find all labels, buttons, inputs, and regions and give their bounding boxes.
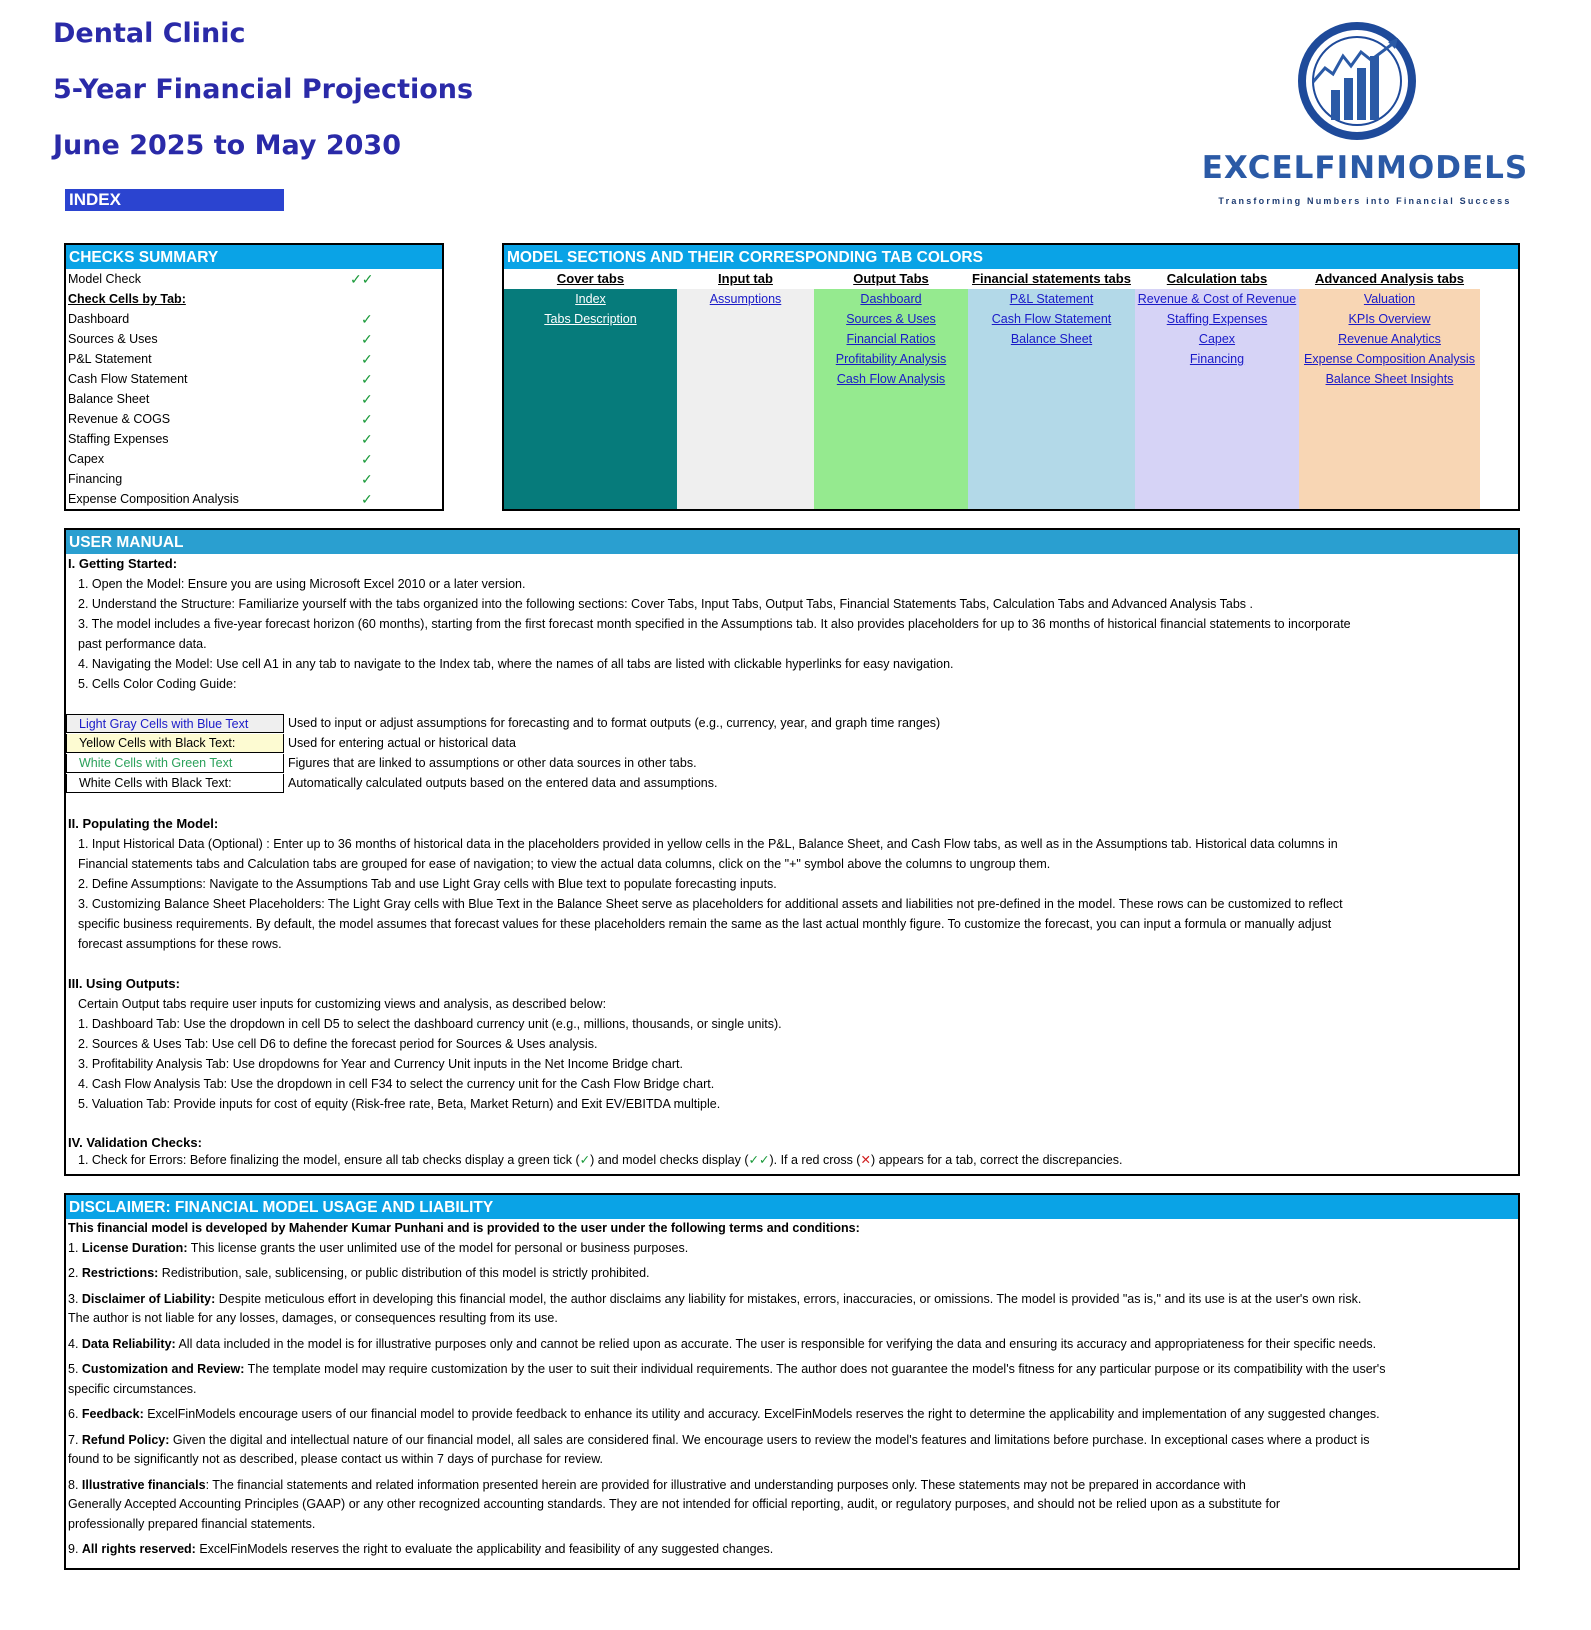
legend-cell: Light Gray Cells with Blue Text (66, 714, 284, 733)
getting-started-title: I. Getting Started: (68, 556, 178, 571)
tab-link[interactable]: Assumptions (709, 292, 782, 306)
item-term: Illustrative financials (81, 1477, 206, 1492)
check-tick-icon: ✓ (361, 311, 373, 327)
disclaimer-item (66, 1405, 1518, 1425)
manual-line: 1. Input Historical Data (Optional) : Enter up to 36 months of historical data in the placeholders provided in yellow cells in the P&L, Balance Sheet, and Cash Flow tabs, as well as in the Assumptions tab. Historical data columns in (78, 837, 1338, 851)
logo-emblem-icon (1195, 20, 1535, 150)
check-tick-icon: ✓ (361, 491, 373, 507)
tab-link[interactable]: P&L Statement (1009, 292, 1094, 306)
tab-link[interactable]: Profitability Analysis (835, 352, 947, 366)
legend-row (66, 714, 1518, 734)
item-text: All data included in the model is for illustrative purposes only and cannot be relied upon as accurate. The user is responsible for verifying the data and ensuring its accuracy and appropriateness for their specific needs. (175, 1336, 1377, 1351)
red-cross-icon: ✕ (860, 1153, 871, 1167)
item-term: Restrictions: (81, 1266, 159, 1280)
manual-line: 4. Cash Flow Analysis Tab: Use the dropdown in cell F34 to select the currency unit for the Cash Flow Bridge chart. (78, 1077, 715, 1091)
check-label: Cash Flow Statement (68, 372, 188, 386)
tab-link[interactable]: Cash Flow Statement (991, 312, 1112, 326)
manual-line: 1. Open the Model: Ensure you are using Microsoft Excel 2010 or a later version. (78, 577, 526, 591)
populating-list (66, 834, 1518, 954)
check-label: Staffing Expenses (68, 432, 169, 446)
check-row (66, 369, 442, 389)
manual-line: 2. Understand the Structure: Familiarize yourself with the tabs organized into the following sections: Cover Tabs, Input Tabs, Output Tabs, Financial Statements Tabs, Calculation Tabs and Advanced Analysis Tabs . (78, 597, 1253, 611)
check-row (66, 449, 442, 469)
disclaimer-header: DISCLAIMER: FINANCIAL MODEL USAGE AND LIABILITY (66, 1195, 1518, 1219)
disclaimer-item (66, 1264, 1518, 1284)
model-check-row (66, 269, 442, 289)
disclaimer-item (66, 1476, 1518, 1496)
item-text: The template model may require customization by the user to suit their individual requirements. The author does not guarantee the model's fitness for any particular purpose or its compatibility with the user's (244, 1362, 1386, 1376)
legend-row (66, 734, 1518, 754)
legend-description: Automatically calculated outputs based on the entered data and assumptions. (288, 776, 718, 790)
item-number: 2. (68, 1266, 82, 1280)
check-tick-icon: ✓ (361, 471, 373, 487)
legend-cell: Yellow Cells with Black Text: (66, 734, 284, 753)
check-row (66, 389, 442, 409)
tab-link[interactable]: Revenue Analytics (1338, 332, 1441, 346)
manual-line: forecast assumptions for these rows. (78, 937, 282, 951)
tab-link[interactable]: Staffing Expenses (1166, 312, 1268, 326)
user-manual-panel (64, 528, 1520, 1176)
item-number: 9. (68, 1542, 82, 1556)
check-tick-icon: ✓ (361, 411, 373, 427)
logo-name: EXCELFINMODELS (1201, 150, 1529, 186)
check-row (66, 469, 442, 489)
check-label: Financing (68, 472, 123, 486)
model-title: Dental Clinic (53, 18, 246, 49)
tab-link[interactable]: Index (575, 292, 606, 306)
model-subtitle: 5-Year Financial Projections (53, 74, 474, 105)
check-row (66, 329, 442, 349)
manual-line: Certain Output tabs require user inputs for customizing views and analysis, as described below: (78, 997, 607, 1011)
tab-link[interactable]: Cash Flow Analysis (836, 372, 946, 386)
item-term: License Duration: (81, 1240, 188, 1255)
tab-link[interactable]: Expense Composition Analysis (1304, 352, 1475, 366)
item-text: Despite meticulous effort in developing this financial model, the author disclaims any liability for mistakes, errors, inaccuracies, or omissions. The model is provided "as is," and its use is at the user's own risk. (215, 1291, 1362, 1306)
manual-line: 4. Navigating the Model: Use cell A1 in any tab to navigate to the Index tab, where the names of all tabs are listed with clickable hyperlinks for easy navigation. (78, 657, 954, 671)
section-columns (504, 269, 1518, 509)
legend-row (66, 754, 1518, 774)
check-row (66, 309, 442, 329)
manual-line: 3. Customizing Balance Sheet Placeholders: The Light Gray cells with Blue Text in the Balance Sheet serve as placeholders for additional assets and liabilities not pre-defined in the model. These rows can be customized to reflect (78, 897, 1343, 911)
legend-description: Used for entering actual or historical data (288, 736, 516, 750)
item-text: Given the digital and intellectual nature of our financial model, all sales are considered final. We encourage users to review the model's features and limitations before purchase. In exceptional cases where a product is (169, 1432, 1370, 1447)
item-text: : The financial statements and related information presented herein are provided for illustrative and understanding purposes only. These statements may not be prepared in accordance with (205, 1477, 1246, 1492)
model-sections-header: MODEL SECTIONS AND THEIR CORRESPONDING TAB COLORS (504, 245, 1518, 269)
check-row (66, 489, 442, 509)
section-column-title: Financial statements tabs (968, 269, 1135, 289)
double-tick-icon: ✓✓ (748, 1153, 770, 1167)
tab-link[interactable]: Financial Ratios (846, 332, 936, 346)
legend-cell: White Cells with Green Text (66, 754, 284, 773)
item-continuation: specific circumstances. (68, 1381, 197, 1396)
item-number: 3. (68, 1291, 82, 1306)
tab-link[interactable]: Revenue & Cost of Revenue (1137, 292, 1297, 306)
item-continuation: professionally prepared financial statements. (68, 1516, 316, 1531)
section-column (814, 269, 968, 509)
item-text: Redistribution, sale, sublicensing, or public distribution of this model is strictly prohibited. (158, 1266, 650, 1280)
disclaimer-item (66, 1290, 1518, 1310)
item-term: Data Reliability: (81, 1336, 176, 1351)
disclaimer-item (66, 1540, 1518, 1560)
check-label: Balance Sheet (68, 392, 150, 406)
legend-description: Used to input or adjust assumptions for forecasting and to format outputs (e.g., currency, year, and graph time ranges) (288, 716, 941, 730)
check-label: P&L Statement (68, 352, 152, 366)
section-column (677, 269, 814, 509)
index-label: INDEX (65, 189, 284, 211)
check-tick-icon: ✓ (361, 431, 373, 447)
using-outputs-list (66, 994, 1518, 1114)
excelfinmodels-logo (1195, 20, 1535, 210)
check-row (66, 429, 442, 449)
legend-description: Figures that are linked to assumptions or other data sources in other tabs. (288, 756, 697, 770)
item-number: 1. (68, 1240, 82, 1255)
section-column-title: Advanced Analysis tabs (1299, 269, 1480, 289)
check-label: Capex (68, 452, 105, 466)
legend-cell: White Cells with Black Text: (66, 774, 284, 793)
section-column (1299, 269, 1480, 509)
check-label: Revenue & COGS (68, 412, 171, 426)
disclaimer-item (66, 1335, 1518, 1355)
user-manual-header: USER MANUAL (66, 530, 1518, 554)
check-tick-icon: ✓ (361, 351, 373, 367)
validation-line: 1. Check for Errors: Before finalizing the model, ensure all tab checks display a green tick (✓) and model checks display (✓✓). If a red cross (✕) appears for a tab, correct the discrepancies. (78, 1153, 1123, 1167)
section-column-title: Calculation tabs (1135, 269, 1299, 289)
checks-summary-header: CHECKS SUMMARY (66, 245, 442, 269)
item-term: Disclaimer of Liability: (81, 1291, 216, 1306)
disclaimer-items (66, 1239, 1518, 1560)
validation-title: IV. Validation Checks: (68, 1135, 202, 1150)
item-term: Feedback: (81, 1407, 144, 1421)
tab-link[interactable]: Dashboard (860, 292, 922, 306)
double-check-icon: ✓✓ (350, 271, 374, 287)
tab-link[interactable]: KPIs Overview (1348, 312, 1431, 326)
manual-line: 3. Profitability Analysis Tab: Use dropdowns for Year and Currency Unit inputs in the Net Income Bridge chart. (78, 1057, 683, 1071)
tab-link[interactable]: Financing (1189, 352, 1245, 366)
tab-link[interactable]: Balance Sheet Insights (1325, 372, 1454, 386)
section-column (504, 269, 677, 509)
tab-link[interactable]: Capex (1198, 332, 1236, 346)
check-row (66, 409, 442, 429)
check-label: Sources & Uses (68, 332, 158, 346)
disclaimer-item (66, 1239, 1518, 1259)
getting-started-list (66, 574, 1518, 694)
section-column-title: Input tab (677, 269, 814, 289)
manual-line: specific business requirements. By default, the model assumes that forecast values for these placeholders remain the same as the last actual monthly figure. To customize the forecast, you can input a formula or manually adjust (78, 917, 1332, 931)
item-number: 6. (68, 1407, 82, 1421)
manual-line: Financial statements tabs and Calculation tabs are grouped for ease of navigation; to view the actual data columns, click on the "+" symbol above the columns to ungroup them. (78, 857, 1051, 871)
model-check-label: Model Check (68, 272, 141, 286)
check-tick-icon: ✓ (361, 331, 373, 347)
color-coding-legend (66, 714, 1518, 794)
disclaimer-item (66, 1431, 1518, 1451)
manual-line: 3. The model includes a five-year forecast horizon (60 months), starting from the first forecast month specified in the Assumptions tab. It also provides placeholders for up to 36 months of historical financial statements to incorporate (78, 617, 1351, 631)
disclaimer-intro: This financial model is developed by Mahender Kumar Punhani and is provided to the user under the following terms and conditions: (68, 1221, 860, 1235)
check-by-tab-label: Check Cells by Tab: (68, 292, 186, 306)
logo-tagline: Transforming Numbers into Financial Success (1218, 196, 1512, 206)
using-outputs-title: III. Using Outputs: (68, 976, 180, 991)
disclaimer-panel (64, 1193, 1520, 1570)
checks-summary-panel (64, 243, 444, 511)
item-text: This license grants the user unlimited use of the model for personal or business purposes. (187, 1240, 689, 1255)
check-row (66, 349, 442, 369)
manual-line: 1. Dashboard Tab: Use the dropdown in cell D5 to select the dashboard currency unit (e.g., millions, thousands, or single units). (78, 1017, 782, 1031)
item-term: Customization and Review: (81, 1362, 245, 1376)
populating-title: II. Populating the Model: (68, 816, 219, 831)
section-column (1135, 269, 1299, 509)
manual-line: 5. Valuation Tab: Provide inputs for cost of equity (Risk-free rate, Beta, Market Return) and Exit EV/EBITDA multiple. (78, 1097, 721, 1111)
item-continuation: The author is not liable for any losses, damages, or consequences resulting from its use. (68, 1311, 558, 1325)
item-continuation: found to be significantly not as described, please contact us within 7 days of purchase for review. (68, 1452, 604, 1466)
manual-line: 2. Sources & Uses Tab: Use cell D6 to define the forecast period for Sources & Uses analysis. (78, 1037, 598, 1051)
tab-link[interactable]: Valuation (1363, 292, 1416, 306)
check-tick-icon: ✓ (361, 391, 373, 407)
item-term: Refund Policy: (81, 1432, 170, 1447)
check-tick-icon: ✓ (361, 451, 373, 467)
item-text: ExcelFinModels encourage users of our financial model to provide feedback to enhance its utility and accuracy. ExcelFinModels reserves the right to determine the applicability and implementation of any suggested changes. (143, 1407, 1380, 1421)
check-tick-icon: ✓ (361, 371, 373, 387)
green-tick-icon: ✓ (579, 1153, 591, 1167)
section-column-title: Output Tabs (814, 269, 968, 289)
item-number: 7. (68, 1432, 82, 1447)
disclaimer-item (66, 1360, 1518, 1380)
item-text: ExcelFinModels reserves the right to evaluate the applicability and feasibility of any suggested changes. (195, 1542, 774, 1556)
item-continuation: Generally Accepted Accounting Principles (GAAP) or any other recognized accounting standards. They are not intended for official reporting, audit, or regulatory purposes, and should not be relied upon as a substitute for (68, 1497, 1281, 1511)
manual-line: past performance data. (78, 637, 207, 651)
check-items-list (66, 309, 442, 509)
item-term: All rights reserved: (81, 1542, 196, 1556)
item-number: 4. (68, 1336, 82, 1351)
check-label: Dashboard (68, 312, 130, 326)
manual-line: 5. Cells Color Coding Guide: (78, 677, 237, 691)
model-sections-panel (502, 243, 1520, 511)
tab-link[interactable]: Tabs Description (544, 312, 637, 326)
item-number: 5. (68, 1362, 82, 1376)
manual-line: 2. Define Assumptions: Navigate to the Assumptions Tab and use Light Gray cells with Blue text to populate forecasting inputs. (78, 877, 777, 891)
legend-row (66, 774, 1518, 794)
tab-link[interactable]: Sources & Uses (846, 312, 936, 326)
tab-link[interactable]: Balance Sheet (1010, 332, 1093, 346)
section-column-title: Cover tabs (504, 269, 677, 289)
check-label: Expense Composition Analysis (68, 492, 239, 506)
item-number: 8. (68, 1477, 82, 1492)
section-column (968, 269, 1135, 509)
model-period: June 2025 to May 2030 (53, 130, 402, 161)
